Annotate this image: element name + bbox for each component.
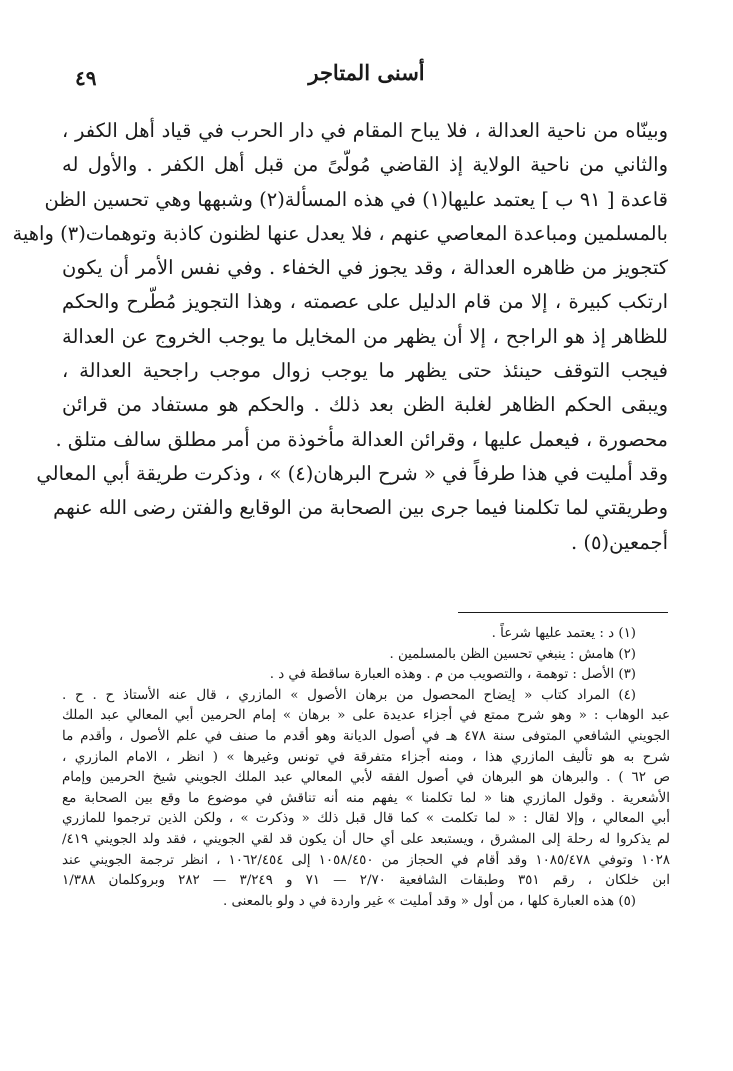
footnote-line: (١) د : يعتمد عليها شرعاً . [491,626,636,641]
footnote-line: (٤) المراد كتاب « إيضاح المحصول من برهان الأصول » المازري ، قال عنه الأستاذ ح . ح . [62,687,636,703]
footnote-line: ص ٦٢ ) . والبرهان هو البرهان في أصول الفقه لأبي المعالي عبد الملك الجويني شيخ الحرمين وإمام [62,770,670,786]
footnote-line: الجويني الشافعي المتوفى سنة ٤٧٨ هـ في أصول الديانة وهو أقدم ما صنف في علم الأصول ، وأقدم ما [62,728,670,744]
footnote-line: لم يذكروا له رحلة إلى المشرق ، ويستبعد على أي حال أن يكون قد لقي الجويني ، فقد ولد الجويني ٤١٩/ [62,831,670,847]
footnotes [62,624,670,912]
text-line: وقد أمليت في هذا طرفاً في « شرح البرهان(٤) » ، وذكرت طريقة أبي المعالي [36,461,668,485]
main-text [12,114,668,560]
footnote-line: (٢) هامش : ينبغي تحسين الظن بالمسلمين . [389,646,636,662]
text-line: أجمعين(٥) . [571,530,668,554]
text-line: وطريقتي لما تكلمنا فيما جرى بين الصحابة من الوقايع والفتن رضى الله عنهم [53,496,668,520]
footnote-line: شرح به هو تأليف المازري هذا ، ومنه أجزاء متفرقة في تونس وغيرها » ( انظر ، الامام المازري ، [62,749,670,765]
text-line: والثاني من ناحية الولاية إذ القاضي مُولّىً من قبل أهل الكفر . والأول له [62,153,668,177]
running-title: أسنى المتاجر [308,60,425,85]
text-line: محصورة ، فيعمل عليها ، وقرائن العدالة مأخوذة من أمر مطلق سالف متلق . [55,427,668,451]
text-line: كتجويز من ظاهره العدالة ، وقد يجوز في الخفاء . وفي نفس الأمر أن يكون [62,256,668,280]
footnote-line: (٣) الأصل : توهمة ، والتصويب من م . وهذه العبارة ساقطة في د . [269,667,636,683]
text-line: ارتكب كبيرة ، إلا من قام الدليل على عصمته ، وهذا التجويز مُطّرح والحكم [62,290,668,314]
footnote-line: أبي المعالي ، وإلا لقال : « لما تكلمت » كما قال قبل ذلك « وذكرت » ، ولكن الذين ترجموا للمازري [62,811,670,827]
page-header [75,60,658,100]
text-line: فيجب التوقف حينئذ حتى يظهر ما يوجب زوال موجب راجحية العدالة ، [62,359,668,383]
text-line: للظاهر إذ هو الراجح ، إلا أن يظهر من المخايل ما يوجب الخروج عن العدالة [62,324,668,348]
footnote-line: عبد الوهاب : « وهو شرح ممتع في أجزاء عديدة على « برهان » إمام الحرمين أبي المعالي عبد الملك [62,708,670,724]
footnote-line: ١٠٢٨ وتوفي ١٠٨٥/٤٧٨ وقد أقام في الحجاز من ١٠٥٨/٤٥٠ إلى ١٠٦٢/٤٥٤ ، انظر ترجمة الجويني عند [62,852,670,868]
footnote-separator [458,612,668,613]
text-line: وبينّاه من ناحية العدالة ، فلا يباح المقام في دار الحرب في قياد أهل الكفر ، [62,119,668,142]
text-line: بالمسلمين ومباعدة المعاصي عنهم ، فلا يعدل عنها لظنون كاذبة وتوهمات(٣) واهية [12,221,668,245]
page-number: ٤٩ [75,66,97,90]
text-line: ويبقى الحكم الظاهر لغلبة الظن بعد ذلك . والحكم هو مستفاد من قرائن [62,393,668,417]
text-line: قاعدة [ ٩١ ب ] يعتمد عليها(١) في هذه المسألة(٢) وشبهها وهي تحسين الظن [44,187,668,211]
footnote-line: ابن خلكان ، رقم ٣٥١ وطبقات الشافعية ٢/٧٠ — ٧١ و ٣/٢٤٩ — ٢٨٢ وبروكلمان ١/٣٨٨ [62,873,670,889]
footnote-line: (٥) هذه العبارة كلها ، من أول « وقد أمليت » غير واردة في د ولو بالمعنى . [222,893,636,909]
footnote-line: الأشعرية . وقول المازري هنا « لما تكلمنا » يفهم منه أنه تناقش في موضوع ما وقع بين الصحابة مع [62,790,670,806]
